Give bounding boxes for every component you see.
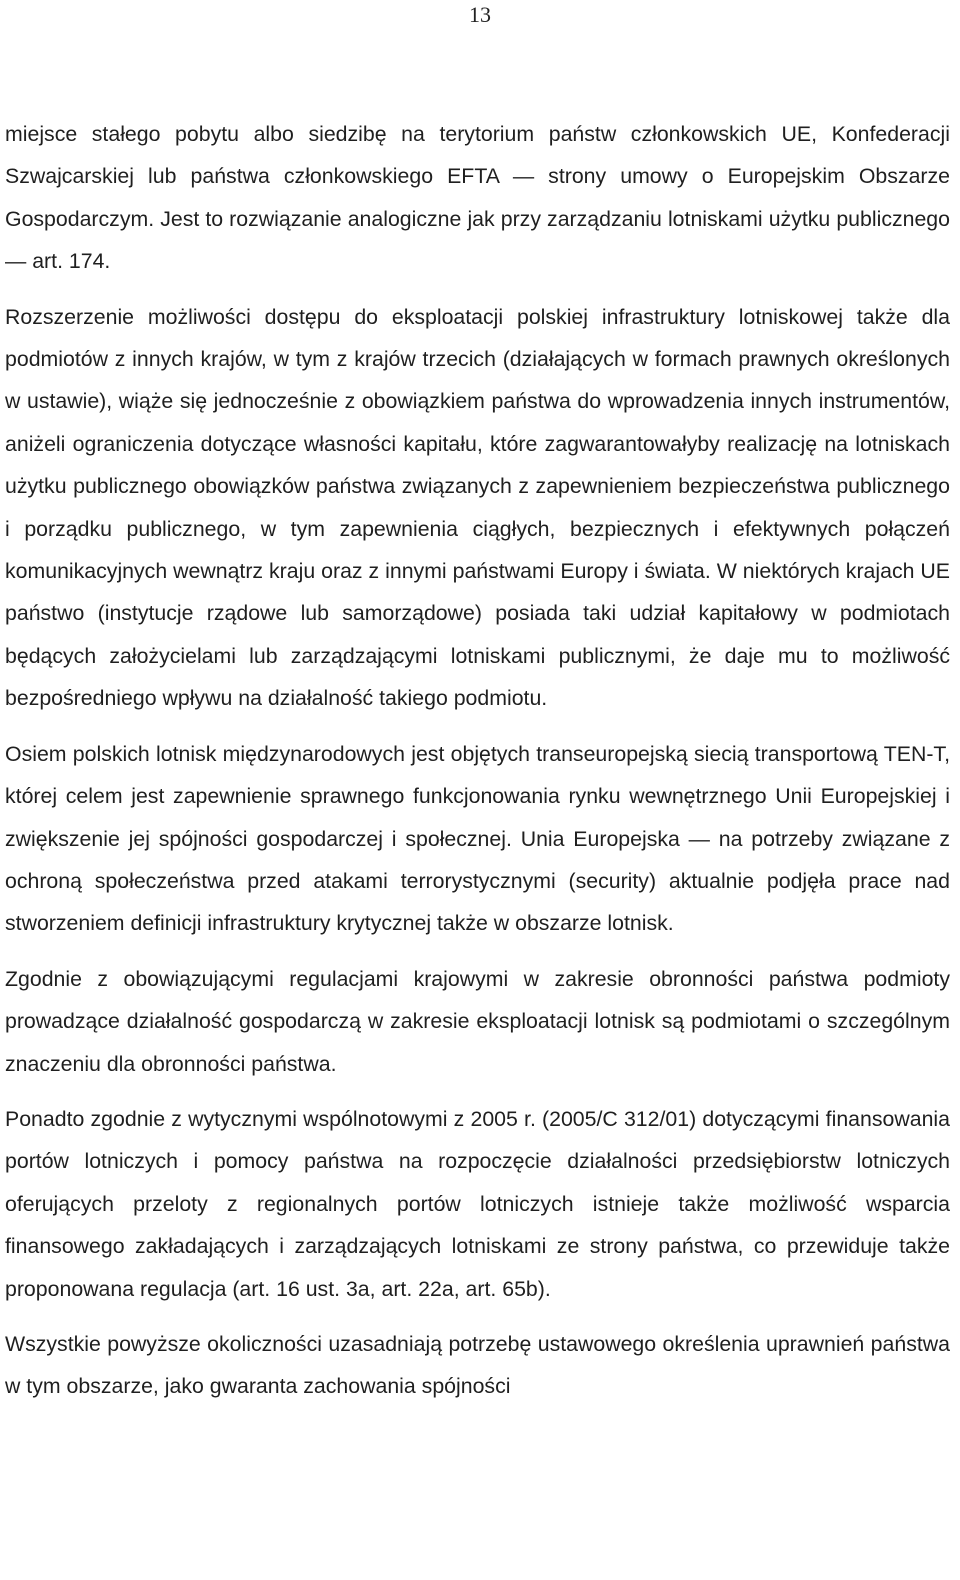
- paragraph-2: Rozszerzenie możliwości dostępu do eksploatacji polskiej infrastruktury lotniskowej także dla podmiotów z innych krajów, w tym z krajów trzecich (działających w formach prawnych określonych w ustawie), wiąże się jednocześnie z obowiązkiem państwa do wprowadzenia innych instrumentów, aniżeli ograniczenia dotyczące własności kapitału, które zagwarantowałyby realizację na lotniskach użytku publicznego obowiązków państwa związanych z zapewnieniem bezpieczeństwa publicznego i porządku publicznego, w tym zapewnienia ciągłych, bezpiecznych i efektywnych połączeń komunikacyjnych wewnątrz kraju oraz z innymi państwami Europy i świata. W niektórych krajach UE państwo (instytucje rządowe lub samorządowe) posiada taki udział kapitałowy w podmiotach będących założycielami lub zarządzającymi lotniskami publicznymi, że daje mu to możliwość bezpośredniego wpływu na działalność takiego podmiotu.: [5, 304, 950, 711]
- paragraph-3: Osiem polskich lotnisk międzynarodowych jest objętych transeuropejską siecią transportową TEN-T, której celem jest zapewnienie sprawnego funkcjonowania rynku wewnętrznego Unii Europejskiej i zwiększenie jej spójności gospodarczej i społecznej. Unia Europejska — na potrzeby związane z ochroną społeczeństwa przed atakami terrorystycznymi (security) aktualnie podjęła prace nad stworzeniem definicji infrastruktury krytycznej także w obszarze lotnisk.: [5, 741, 950, 936]
- paragraph-4: Zgodnie z obowiązującymi regulacjami krajowymi w zakresie obronności państwa podmioty prowadzące działalność gospodarczą w zakresie eksploatacji lotnisk są podmiotami o szczególnym znaczeniu dla obronności państwa.: [5, 966, 950, 1076]
- paragraph-1: miejsce stałego pobytu albo siedzibę na terytorium państw członkowskich UE, Konfederacji Szwajcarskiej lub państwa członkowskiego EFTA — strony umowy o Europejskim Obszarze Gospodarczym. Jest to rozwiązanie analogiczne jak przy zarządzaniu lotniskami użytku publicznego — art. 174.: [5, 122, 950, 274]
- paragraph-5: Ponadto zgodnie z wytycznymi wspólnotowymi z 2005 r. (2005/C 312/01) dotyczącymi finansowania portów lotniczych i pomocy państwa na rozpoczęcie działalności przedsiębiorstw lotniczych oferujących przeloty z regionalnych portów lotniczych istnieje także możliwość wsparcia finansowego zakładających i zarządzających lotniskami ze strony państwa, co przewiduje także proponowana regulacja (art. 16 ust. 3a, art. 22a, art. 65b).: [5, 1106, 950, 1301]
- document-body: [5, 113, 950, 1408]
- paragraph-6: Wszystkie powyższe okoliczności uzasadniają potrzebę ustawowego określenia uprawnień państwa w tym obszarze, jako gwaranta zachowania spójności: [5, 1331, 950, 1399]
- page-number: 13: [469, 2, 491, 27]
